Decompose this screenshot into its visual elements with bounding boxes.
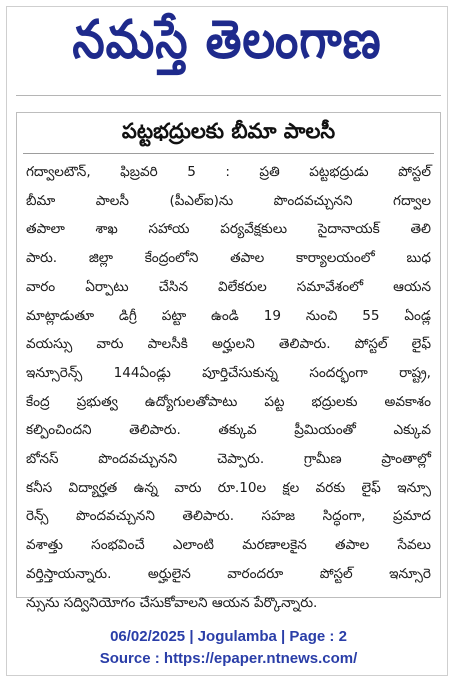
article-line: న్సును సద్వినియోగం చేసుకోవాలని ఆయన పేర్కొన్నారు. — [26, 594, 318, 611]
article-line: కల్పించిందని తెలిపారు. తక్కువ ప్రీమియంతో ఎక్కువ — [26, 422, 431, 439]
article-line: బీమా పాలసీ (పీఎల్ఐ)ను పొందవచ్చునని గద్వాల — [26, 192, 431, 209]
article-line: గద్వాలటౌన్, ఫిబ్రవరి 5 : ప్రతి పట్టభద్రుడు పోస్టల్ — [26, 164, 431, 180]
article-line: వశాత్తు సంభవించే ఎలాంటి మరణాలకైన తపాల సేవలు — [26, 537, 431, 554]
article-headline: పట్టభద్రులకు బీమా పాలసీ — [121, 119, 336, 143]
article-line: కేంద్ర ప్రభుత్వ ఉద్యోగులతోపాటు పట్ట భద్రులకు అవకాశం — [26, 393, 431, 410]
article-line: రెన్స్ పొందవచ్చునని తెలిపారు. సహజ సిద్ధంగా, ప్రమాద — [26, 508, 431, 525]
article-box — [16, 112, 441, 611]
article-line: పారు. జిల్లా కేంద్రంలోని తపాల కార్యాలయంలో బుధ — [26, 250, 431, 267]
masthead — [7, 7, 447, 85]
article-line: వారం ఏర్పాటు చేసిన విలేకరుల సమావేశంలో ఆయన — [26, 278, 431, 295]
footer-date-edition: 06/02/2025 | Jogulamba | Page : 2 — [110, 628, 347, 645]
article-line: కనీస విద్యార్హత ఉన్న వారు రూ.10ల క్షల వరకు లైఫ్ ఇన్సూ — [26, 479, 431, 496]
article-body — [17, 154, 440, 617]
article-line: బోనస్ పొందవచ్చునని చెప్పారు. గ్రామీణ ప్రాంతాల్లో — [26, 451, 431, 468]
footer-source: Source : https://epaper.ntnews.com/ — [99, 650, 358, 667]
article-line: తపాలా శాఖ సహాయ పర్యవేక్షకులు సైదానాయక్ తెలి — [26, 221, 431, 238]
footer — [0, 626, 457, 670]
masthead-divider — [16, 95, 441, 96]
article-line: ఇన్సూరెన్స్ 144ఏండ్లు పూర్తిచేసుకున్న సందర్భంగా రాష్ట్ర, — [26, 364, 431, 381]
article-line: వర్తిస్తాయన్నారు. అర్హులైన వారందరూ పోస్టల్ ఇన్సూరె — [26, 565, 431, 582]
article-line: వయస్సు వారు పాలసీకి అర్హులని తెలిపారు. పోస్టల్ లైఫ్ — [26, 336, 431, 353]
newspaper-logo: నమస్తే తెలంగాణ — [72, 8, 382, 71]
article-line: మాట్లాడుతూ డిగ్రీ పట్టా ఉండి 19 నుంచి 55 ఏండ్ల — [26, 307, 431, 324]
